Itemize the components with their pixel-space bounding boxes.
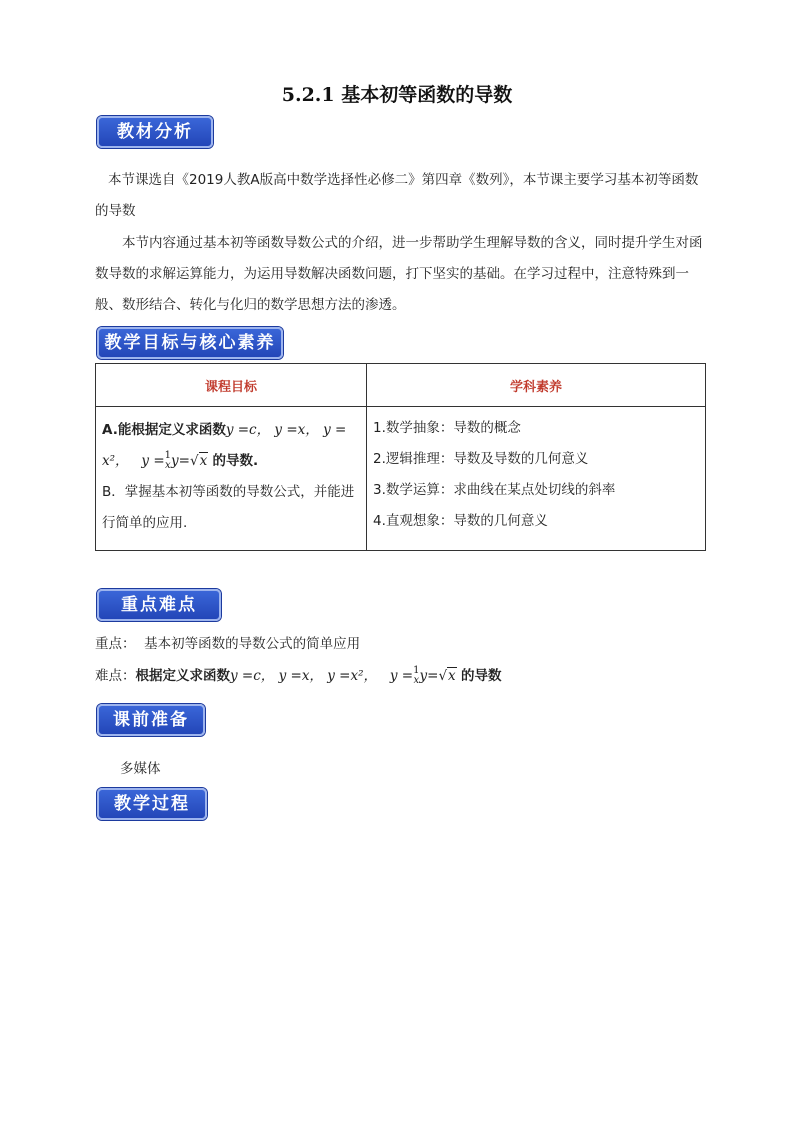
goal-a-line2 [102, 446, 360, 477]
goal-a [102, 415, 360, 446]
page-title: 5.2.1 基本初等函数的导数 [281, 84, 513, 106]
preparation-text: 多媒体 [120, 761, 161, 777]
formula-equals: = [178, 453, 190, 469]
formula-y-eq-2: y = [141, 453, 165, 469]
section-header-process: 教学过程 [97, 788, 207, 820]
course-goals-cell [96, 407, 367, 551]
formula-y-c: y =c， [225, 422, 271, 438]
literacy-item: 1.数学抽象：导数的概念 [373, 420, 521, 436]
section-header-goals: 教学目标与核心素养 [97, 327, 283, 359]
fraction-denominator: x [165, 460, 171, 471]
formula-y-c: y =c， [230, 668, 275, 684]
formula-y-x: y =x， [274, 422, 319, 438]
fraction-denominator: x [413, 675, 420, 686]
sqrt-radicand: x [448, 668, 456, 684]
table-header-course-goals: 课程目标 [96, 364, 367, 407]
section-header-key-points: 重点难点 [97, 589, 221, 621]
important-label: 重点： [95, 636, 136, 652]
section-header-analysis: 教材分析 [97, 116, 213, 148]
goal-a-suffix: 的导数. [212, 453, 259, 469]
goal-b: B．掌握基本初等函数的导数公式，并能进行简单的应用. [102, 484, 355, 531]
formula-y-eq: y = [323, 422, 347, 438]
literacy-cell [367, 407, 706, 551]
formula-y: y [419, 668, 428, 684]
formula-y-eq-2: y = [389, 668, 414, 684]
analysis-paragraph-2: 本节内容通过基本初等函数导数公式的介绍，进一步帮助学生理解导数的含义，同时提升学生对函数导数的求解运算能力，为运用导数解决函数问题，打下坚实的基础。在学习过程中，注意特殊到一般、数形结合、转化与化归的数学思想方法的渗透。 [95, 235, 703, 313]
difficult-label: 难点： [95, 668, 136, 684]
difficult-point [95, 664, 501, 686]
goal-a-text: A.能根据定义求函数 [102, 422, 226, 438]
sqrt-x [438, 667, 456, 684]
formula-y: y [171, 453, 179, 469]
sqrt-x [190, 452, 208, 469]
literacy-item: 4.直观想象：导数的几何意义 [373, 513, 548, 529]
difficult-prefix: 根据定义求函数 [135, 668, 230, 684]
literacy-item: 2.逻辑推理：导数及导数的几何意义 [373, 451, 589, 467]
fraction-numerator: 1 [413, 665, 420, 676]
sqrt-symbol: √ [438, 668, 448, 684]
important-text: 基本初等函数的导数公式的简单应用 [144, 636, 361, 652]
formula-equals: = [427, 668, 439, 684]
formula-x-squared: x²， [102, 453, 129, 469]
section-header-preparation: 课前准备 [97, 704, 205, 736]
table-header-literacy: 学科素养 [367, 364, 706, 407]
important-point [95, 632, 360, 652]
literacy-item: 3.数学运算：求曲线在某点处切线的斜率 [373, 482, 616, 498]
goals-table [95, 363, 706, 551]
formula-y-x: y =x， [278, 668, 323, 684]
formula-y-x-squared: y =x²， [327, 668, 377, 684]
sqrt-radicand: x [199, 453, 208, 469]
difficult-suffix: 的导数 [460, 668, 502, 684]
fraction-numerator: 1 [164, 450, 172, 461]
analysis-paragraph-1: 本节课选自《2019人教A版高中数学选择性必修二》第四章《数列》，本节课主要学习基本初等函数的导数 [95, 172, 699, 219]
sqrt-symbol: √ [189, 453, 199, 469]
